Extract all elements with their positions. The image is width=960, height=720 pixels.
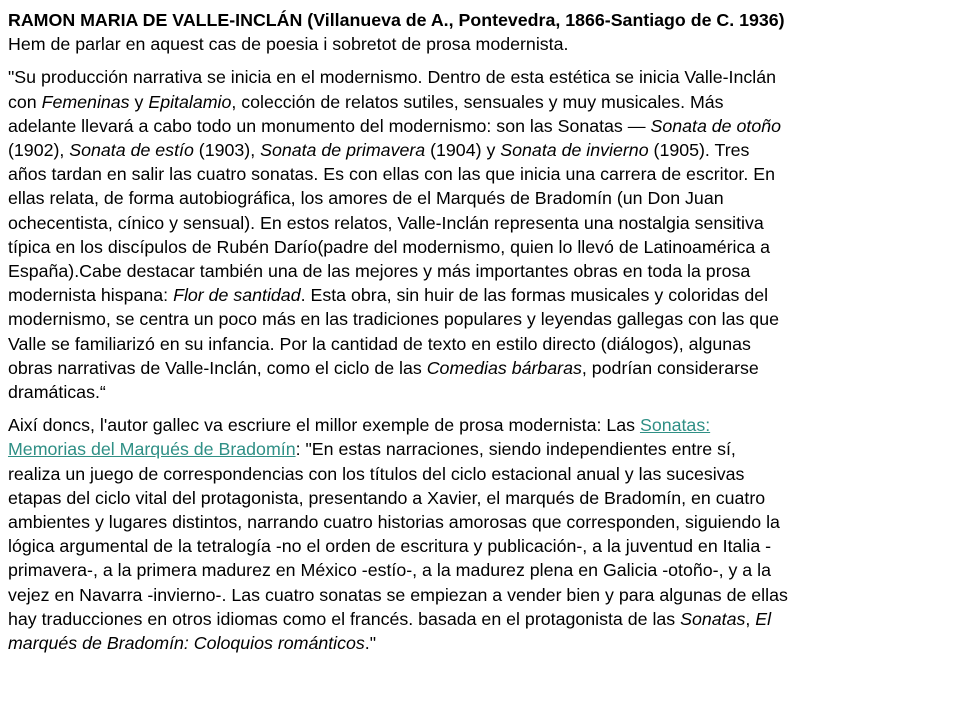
text-line (8, 437, 950, 461)
text-span: adelante llevará a cabo todo un monumento del modernismo: son las Sonatas — (8, 115, 651, 136)
text-span: y (129, 91, 149, 112)
title-sonata-invierno: Sonata de invierno (500, 140, 649, 161)
text-line: Valle se familiarizó en su infancia. Por la cantidad de texto en estilo directo (diálogos), algunas (8, 333, 751, 354)
text-line: lógica argumental de la tetralogía -no el orden de escritura y publicación-, a la juventud en Italia - (8, 536, 772, 557)
text-line: modernismo, se centra un poco más en las tradiciones populares y leyendas gallegas con las que (8, 309, 779, 330)
title-femeninas: Femeninas (41, 91, 130, 112)
text-line (8, 356, 950, 380)
title-el-marques-de-bradomin: marqués de Bradomín: Coloquios románticos (8, 633, 365, 654)
heading-line (8, 8, 950, 32)
text-line: España).Cabe destacar también una de las mejores y más importantes obras en toda la prosa (8, 261, 751, 282)
text-span: modernista hispana: (8, 285, 174, 306)
sonatas-link-part-1[interactable]: Sonatas: (639, 415, 711, 436)
text-line: etapas del ciclo vital del protagonista, presentando a Xavier, el marqués de Bradomín, en cuatro (8, 487, 766, 508)
text-line (8, 631, 950, 655)
text-span: . Esta obra, sin huir de las formas musicales y coloridas del (300, 285, 769, 306)
text-span: , (745, 608, 756, 629)
text-span: : "En estas narraciones, siendo independientes entre sí, (295, 439, 736, 460)
text-line: años tardan en salir las cuatro sonatas. Es con ellas con las que inicia una carrera de escritor. En (8, 164, 775, 185)
text-line: vejez en Navarra -invierno-. Las cuatro sonatas se empiezan a vender bien y para algunas de ellas (8, 584, 788, 605)
text-line: ellas relata, de forma autobiográfica, los amores de el Marqués de Bradomín (un Don Juan (8, 188, 724, 209)
title-comedias-barbaras: Comedias bárbaras (426, 357, 582, 378)
quote-paragraph-1 (8, 65, 950, 404)
intro-line: Hem de parlar en aquest cas de poesia i sobretot de prosa modernista. (8, 34, 569, 55)
text-span: , podrían considerarse (581, 357, 759, 378)
title-el-marques-start: El (755, 608, 772, 629)
text-span: (1905). Tres (648, 140, 750, 161)
title-epitalamio: Epitalamio (148, 91, 232, 112)
title-sonata-primavera: Sonata de primavera (260, 140, 426, 161)
text-span: Així doncs, l'autor gallec va escriure el millor exemple de prosa modernista: Las (8, 415, 640, 436)
text-span: ." (364, 633, 377, 654)
text-line (8, 114, 950, 138)
sonatas-link-part-2[interactable]: Memorias del Marqués de Bradomín (8, 439, 296, 460)
title-sonata-estio: Sonata de estío (69, 140, 194, 161)
text-span: obras narrativas de Valle-Inclán, como el ciclo de las (8, 357, 427, 378)
text-line (8, 138, 950, 162)
text-span: con (8, 91, 42, 112)
quote-paragraph-2 (8, 413, 950, 655)
text-line: dramáticas.“ (8, 382, 106, 403)
text-span: hay traducciones en otros idiomas como el francés. basada en el protagonista de las (8, 608, 681, 629)
title-sonata-otono: Sonata de otoño (650, 115, 782, 136)
text-line: realiza un juego de correspondencias con los títulos del ciclo estacional anual y las sucesivas (8, 463, 745, 484)
text-line (8, 413, 950, 437)
text-span: (1904) y (425, 140, 501, 161)
author-name: RAMON MARIA DE VALLE-INCLÁN (8, 10, 303, 30)
text-line: "Su producción narrativa se inicia en el modernismo. Dentro de esta estética se inicia Valle-Inclán (8, 67, 777, 88)
text-span: (1903), (193, 140, 261, 161)
text-span: (1902), (8, 140, 70, 161)
title-sonatas: Sonatas (680, 608, 746, 629)
text-span: , colección de relatos sutiles, sensuales y muy musicales. Más (231, 91, 724, 112)
slide-content (8, 8, 950, 655)
text-line: ochecentista, cínico y sensual). En estos relatos, Valle-Inclán representa una nostalgia sensitiva (8, 212, 764, 233)
text-line: primavera-, a la primera madurez en México -estío-, a la madurez plena en Galicia -otoño-, y a la (8, 560, 771, 581)
text-line (8, 283, 950, 307)
text-line: típica en los discípulos de Rubén Darío(padre del modernismo, quien lo llevó de Latinoamérica a (8, 236, 771, 257)
title-flor-de-santidad: Flor de santidad (173, 285, 301, 306)
text-line: ambientes y lugares distintos, narrando cuatro historias amorosas que corresponden, siguiendo la (8, 512, 780, 533)
author-dates: (Villanueva de A., Pontevedra, 1866-Santiago de C. 1936) (302, 10, 785, 30)
text-line (8, 90, 950, 114)
text-line (8, 607, 950, 631)
